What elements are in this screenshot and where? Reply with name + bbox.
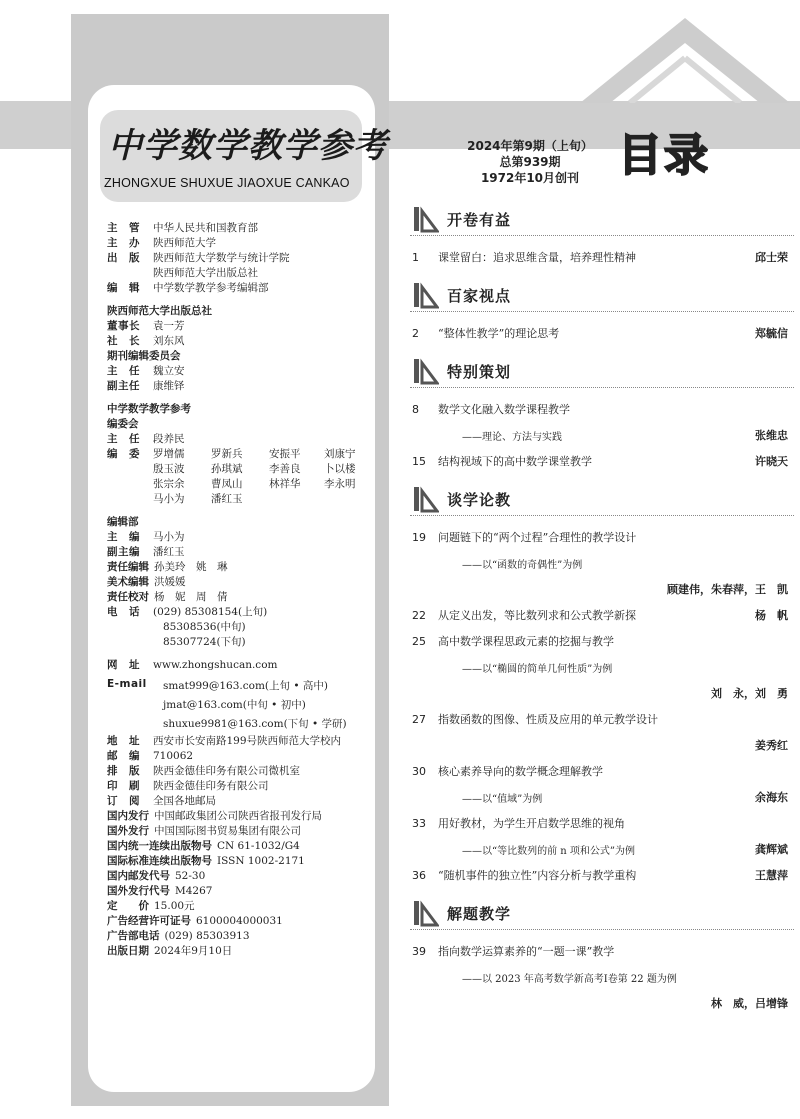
board-member: 曹凤山 [211, 478, 243, 490]
masthead-value: 西安市长安南路199号陕西师范大学校内 [153, 735, 342, 747]
masthead-row [107, 914, 373, 929]
masthead-key: 董事长 [107, 320, 140, 332]
article-subtitle-line [410, 964, 794, 990]
masthead-key: 国内发行 [107, 810, 149, 822]
toc-entry[interactable] [410, 810, 794, 862]
article-subtitle-line [410, 654, 794, 680]
article-title[interactable]: 问题链下的“两个过程”合理性的教学设计 [438, 531, 637, 544]
masthead-key: 主 任 [107, 365, 140, 377]
masthead-value: 中国国际图书贸易集团有限公司 [154, 825, 301, 837]
board-chair-row [107, 432, 373, 447]
masthead-key: 主 管 [107, 222, 140, 234]
masthead-value: ISSN 1002-2171 [217, 855, 305, 867]
masthead-row [107, 530, 373, 545]
masthead-value: 袁一芳 [153, 320, 185, 332]
page-number: 27 [412, 712, 426, 726]
masthead-value: 6100004000031 [196, 915, 283, 927]
spacer [410, 1016, 794, 1022]
board-member: 卜以楼 [324, 463, 356, 475]
section-title: 解题教学 [447, 905, 512, 923]
journal-name-cn: 中学数学教学参考 [108, 126, 388, 166]
issue-number: 2024年第9期（上旬） [467, 139, 593, 153]
masthead-key: 编 辑 [107, 282, 140, 294]
masthead-key: 责任校对 [107, 591, 149, 603]
masthead-row [107, 929, 373, 944]
founded-date: 1972年10月创刊 [480, 171, 580, 185]
masthead-key: 主 任 [107, 433, 140, 445]
toc-entry-line [410, 862, 794, 888]
article-author: 余海东 [755, 791, 788, 804]
board-members-row [107, 447, 373, 507]
board-member: 殷玉波 [153, 463, 185, 475]
toc-entry-line [410, 320, 794, 346]
phone-list [153, 605, 267, 650]
masthead-row [107, 779, 373, 794]
masthead-key: 电 话 [107, 606, 140, 618]
board-member: 安振平 [269, 448, 301, 460]
masthead-row [107, 575, 373, 590]
toc-entry[interactable] [410, 244, 794, 270]
phone-number: 85307724(下旬) [163, 636, 246, 648]
masthead-value: 潘红玉 [153, 546, 185, 558]
masthead-row [107, 884, 373, 899]
board-member: 李善良 [269, 463, 301, 475]
article-author: 杨 帆 [755, 609, 788, 622]
masthead-value: 陕西师范大学数学与统计学院 [153, 252, 290, 264]
article-title[interactable]: 核心素养导向的数学概念理解教学 [438, 765, 603, 778]
toc-entry-line [410, 810, 794, 836]
press-title: 陕西师范大学出版总社 [107, 305, 212, 317]
page-number: 33 [412, 816, 426, 830]
page-number: 15 [412, 454, 426, 468]
masthead-key: 国内邮发代号 [107, 870, 170, 882]
masthead-row [107, 794, 373, 809]
toc-entry[interactable] [410, 448, 794, 474]
article-subtitle: ——以 2023 年高考数学新高考Ⅰ卷第 22 题为例 [462, 973, 677, 985]
issue-total: 总第939期 [499, 155, 561, 169]
page-number: 19 [412, 530, 426, 544]
article-authors: 姜秀红 [755, 739, 788, 752]
masthead-key: 出 版 [107, 252, 140, 264]
toc-entry[interactable] [410, 524, 794, 602]
spacer [107, 650, 373, 658]
toc-entry-line [410, 758, 794, 784]
masthead-key [107, 266, 153, 281]
masthead-key: 出版日期 [107, 945, 149, 957]
masthead-value: 52-30 [175, 870, 206, 882]
section-rule [410, 929, 794, 930]
toc-entry[interactable] [410, 396, 794, 448]
masthead-row [107, 944, 373, 959]
toc-entry[interactable] [410, 758, 794, 810]
masthead-value: 杨 妮 周 倩 [154, 591, 228, 603]
board-member: 罗增儒 [153, 448, 185, 460]
masthead-value: 刘东风 [153, 335, 185, 347]
masthead-value: 2024年9月10日 [154, 945, 233, 957]
masthead-row [107, 236, 373, 251]
masthead-row [107, 854, 373, 869]
masthead-key: 社 长 [107, 335, 140, 347]
toc-entry-line [410, 244, 794, 270]
web-row [107, 658, 373, 673]
masthead-value: 陕西金德佳印务有限公司微机室 [153, 765, 300, 777]
masthead-key: E-mail [107, 678, 147, 690]
toc-entry-line [410, 938, 794, 964]
masthead-value: 15.00元 [154, 900, 195, 912]
masthead-row [107, 545, 373, 560]
board-member: 罗新兵 [211, 448, 243, 460]
masthead-row [107, 221, 373, 236]
spacer [107, 507, 373, 515]
masthead-row [107, 869, 373, 884]
masthead-key: 美术编辑 [107, 576, 149, 588]
masthead-value: 中华人民共和国教育部 [153, 222, 258, 234]
email-address[interactable]: jmat@163.com(中旬 • 初中) [163, 699, 306, 711]
table-of-contents [410, 200, 794, 1022]
spacer [107, 394, 373, 402]
masthead-value: M4267 [175, 885, 213, 897]
article-subtitle: ——理论、方法与实践 [462, 431, 562, 443]
section-icon [413, 357, 439, 385]
email-address[interactable]: smat999@163.com(上旬 • 高中) [163, 680, 328, 692]
article-subtitle-line [410, 836, 794, 862]
masthead-key: 副主任 [107, 380, 140, 392]
article-authors: 林 威，吕增锋 [711, 997, 788, 1010]
board-member: 张宗余 [153, 478, 185, 490]
article-title[interactable]: 从定义出发，等比数列求和公式教学新探 [438, 609, 636, 622]
masthead-value: 康维铎 [153, 380, 185, 392]
toc-entry-line [410, 602, 794, 628]
masthead-key: 广告经营许可证号 [107, 915, 191, 927]
masthead-row [107, 764, 373, 779]
page-number: 22 [412, 608, 426, 622]
toc-heading: 目录 [618, 130, 710, 181]
board-member: 潘红玉 [211, 493, 243, 505]
masthead-key: 国际标准连续出版物号 [107, 855, 212, 867]
masthead-key: 责任编辑 [107, 561, 149, 573]
article-subtitle: ——以“函数的奇偶性”为例 [462, 559, 583, 571]
masthead-row [107, 364, 373, 379]
masthead-row [107, 899, 373, 914]
masthead-key: 印 刷 [107, 780, 140, 792]
section-title: 开卷有益 [447, 211, 512, 229]
masthead-info [107, 221, 373, 959]
masthead-key: 广告部电话 [107, 930, 160, 942]
article-author: 许晓天 [755, 455, 788, 468]
board-member: 刘康宁 [324, 448, 356, 460]
board-members [153, 447, 374, 507]
article-title[interactable]: 结构视域下的高中数学课堂教学 [438, 455, 592, 468]
article-title[interactable]: 高中数学课程思政元素的挖掘与教学 [438, 635, 614, 648]
masthead-value: (029) 85303913 [164, 930, 250, 942]
masthead-value: 中学数学教学参考编辑部 [153, 282, 269, 294]
email-list [163, 677, 347, 734]
article-authors: 刘 永，刘 勇 [711, 687, 788, 700]
section-icon [413, 205, 439, 233]
article-title[interactable]: 课堂留白：追求思维含量，培养理性精神 [438, 251, 636, 264]
masthead-key: 主 办 [107, 237, 140, 249]
masthead-value: 710062 [153, 750, 194, 762]
board-member: 孙琪斌 [211, 463, 243, 475]
article-title[interactable]: 指向数学运算素养的“一题一课”教学 [438, 945, 615, 958]
section-icon [413, 899, 439, 927]
masthead-key: 国外发行代号 [107, 885, 170, 897]
article-subtitle-line [410, 422, 794, 448]
page-number: 25 [412, 634, 426, 648]
article-title[interactable]: 指数函数的图像、性质及应用的单元教学设计 [438, 713, 658, 726]
masthead-value: 洪媛媛 [154, 576, 186, 588]
board-subtitle: 编委会 [107, 418, 139, 430]
masthead-row [107, 251, 373, 266]
section-header [410, 894, 794, 932]
article-subtitle: ——以“椭圆的简单几何性质”为例 [462, 663, 613, 675]
masthead-row [107, 319, 373, 334]
article-title[interactable]: “随机事件的独立性”内容分析与教学重构 [438, 869, 637, 882]
article-title[interactable]: 数学文化融入数学课程教学 [438, 403, 570, 416]
toc-entry-line [410, 706, 794, 732]
section-header [410, 276, 794, 314]
website-link[interactable]: www.zhongshucan.com [153, 659, 278, 671]
masthead-value: CN 61-1032/G4 [217, 840, 300, 852]
article-author: 邱士荣 [755, 251, 788, 264]
masthead-value: 魏立安 [153, 365, 185, 377]
toc-entry[interactable] [410, 938, 794, 1016]
board-member: 马小为 [153, 493, 185, 505]
masthead-row [107, 839, 373, 854]
section-rule [410, 311, 794, 312]
masthead-value: 中国邮政集团公司陕西省报刊发行局 [154, 810, 322, 822]
page-number: 1 [412, 250, 419, 264]
masthead-row [107, 590, 373, 605]
email-row [107, 677, 373, 734]
section-rule [410, 515, 794, 516]
page-number: 36 [412, 868, 426, 882]
phone-number: 85308536(中旬) [163, 621, 246, 633]
toc-entry[interactable] [410, 862, 794, 888]
board-member: 李永明 [324, 478, 356, 490]
article-author: 王慧萍 [755, 869, 788, 882]
committee-title: 期刊编辑委员会 [107, 350, 181, 362]
masthead-row [107, 379, 373, 394]
toc-entry[interactable] [410, 602, 794, 628]
masthead-value: 马小为 [153, 531, 185, 543]
masthead-row [107, 749, 373, 764]
article-subtitle-line [410, 784, 794, 810]
masthead-row [107, 734, 373, 749]
masthead-value: 陕西师范大学 [153, 237, 216, 249]
toc-entry[interactable] [410, 706, 794, 758]
article-title[interactable]: 用好教材，为学生开启数学思维的视角 [438, 817, 625, 830]
office-title: 编辑部 [107, 516, 139, 528]
masthead-key: 网 址 [107, 659, 140, 671]
article-subtitle: ——以“等比数列的前 n 项和公式”为例 [462, 845, 636, 857]
page-number: 39 [412, 944, 426, 958]
section-title: 谈学论教 [447, 491, 512, 509]
toc-entry-line [410, 448, 794, 474]
toc-entry[interactable] [410, 320, 794, 346]
section-title: 百家视点 [447, 287, 512, 305]
masthead-key: 定 价 [107, 900, 149, 912]
page-number: 30 [412, 764, 426, 778]
masthead-value: 段养民 [153, 433, 185, 445]
phone-row [107, 605, 373, 650]
board-member: 林祥华 [269, 478, 301, 490]
masthead-key: 邮 编 [107, 750, 140, 762]
masthead-key: 国内统一连续出版物号 [107, 840, 212, 852]
section-header [410, 480, 794, 518]
masthead-key: 排 版 [107, 765, 140, 777]
masthead-key: 副主编 [107, 546, 140, 558]
article-author: 龚辉斌 [755, 843, 788, 856]
masthead-row [107, 334, 373, 349]
masthead-value: 陕西金德佳印务有限公司 [153, 780, 269, 792]
masthead-row [107, 281, 373, 296]
masthead-value: 孙美玲 姚 琳 [154, 561, 228, 573]
section-header [410, 200, 794, 238]
toc-entry[interactable] [410, 628, 794, 706]
section-icon [413, 281, 439, 309]
journal-name-en: ZHONGXUE SHUXUE JIAOXUE CANKAO [104, 176, 350, 190]
phone-number: (029) 85308154(上旬) [153, 606, 268, 618]
toc-entry-line [410, 524, 794, 550]
masthead-key: 地 址 [107, 735, 140, 747]
masthead-key: 国外发行 [107, 825, 149, 837]
masthead-key: 订 阅 [107, 795, 140, 807]
article-author: 郑毓信 [755, 327, 788, 340]
board-title: 中学数学教学参考 [107, 403, 191, 415]
article-title[interactable]: “整体性教学”的理论思考 [438, 327, 560, 340]
section-header [410, 352, 794, 390]
masthead-row [107, 809, 373, 824]
section-title: 特别策划 [447, 363, 512, 381]
toc-entry-line [410, 396, 794, 422]
article-author: 张维忠 [755, 429, 788, 442]
roof-decoration [560, 8, 800, 103]
article-subtitle: ——以“值域”为例 [462, 793, 543, 805]
section-rule [410, 387, 794, 388]
masthead-row [107, 560, 373, 575]
masthead-value: 陕西师范大学出版总社 [153, 267, 258, 279]
masthead-value: 全国各地邮局 [153, 795, 216, 807]
masthead-key: 编 委 [107, 448, 140, 460]
page-number: 2 [412, 326, 419, 340]
section-icon [413, 485, 439, 513]
toc-entry-line [410, 628, 794, 654]
masthead-row [107, 824, 373, 839]
masthead-row [107, 266, 373, 281]
page-number: 8 [412, 402, 419, 416]
spacer [107, 296, 373, 304]
article-authors: 顾建伟，朱春萍，王 凯 [667, 583, 788, 596]
article-subtitle-line [410, 550, 794, 576]
section-rule [410, 235, 794, 236]
issue-info [455, 138, 605, 186]
masthead-key: 主 编 [107, 531, 140, 543]
email-address[interactable]: shuxue9981@163.com(下旬 • 学研) [163, 718, 347, 730]
